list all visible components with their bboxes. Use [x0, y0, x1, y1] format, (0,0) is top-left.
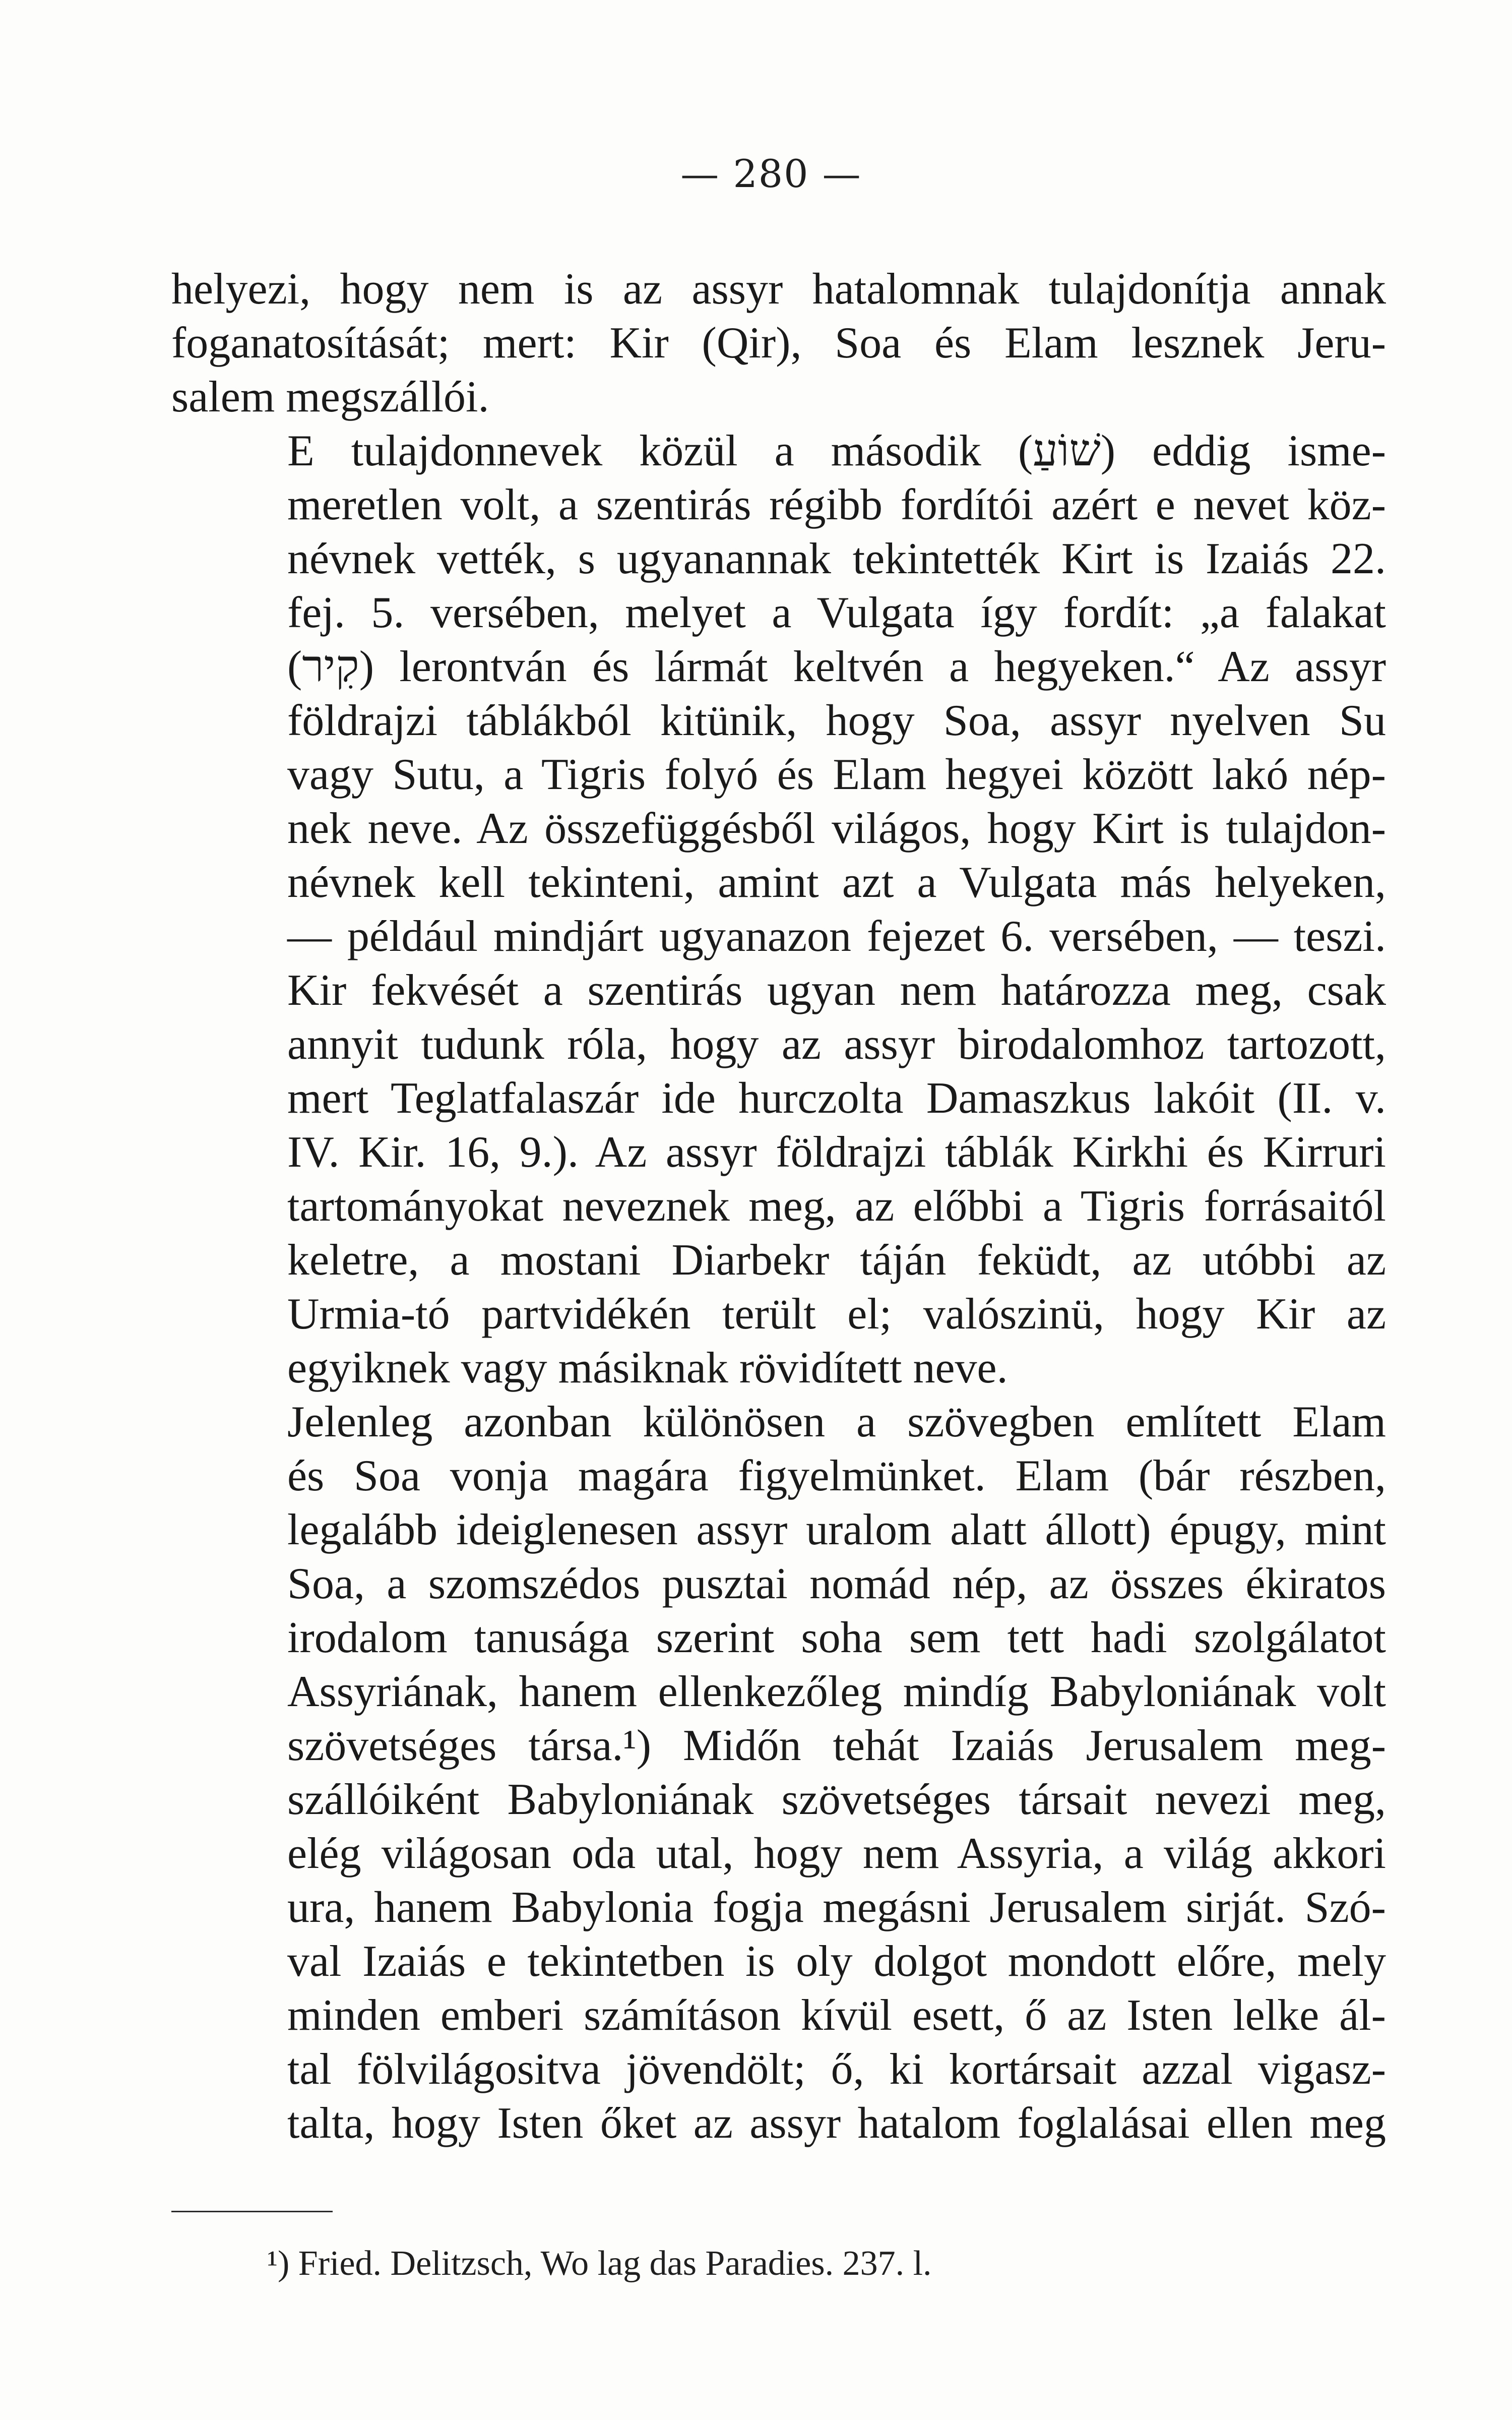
text-line: meretlen volt, a szentirás régibb fordítói azért e nevet köz-	[287, 480, 1386, 529]
text-line: irodalom tanusága szerint soha sem tett hadi szolgálatot	[287, 1613, 1386, 1662]
text-line: legalább ideiglenesen assyr uralom alatt állott) épugy, mint	[287, 1505, 1386, 1554]
text-line: salem megszállói.	[171, 373, 489, 421]
paragraph-2	[171, 424, 1386, 1395]
text-line: Soa, a szomszédos pusztai nomád nép, az összes ékiratos	[287, 1559, 1386, 1608]
text-line: Assyriának, hanem ellenkezőleg mindíg Babyloniának volt	[287, 1667, 1386, 1716]
text-line: — például mindjárt ugyanazon fejezet 6. versében, — teszi.	[287, 912, 1386, 961]
text-line: földrajzi táblákból kitünik, hogy Soa, assyr nyelven Su	[287, 696, 1386, 745]
text-line: nek neve. Az összefüggésből világos, hogy Kirt is tulajdon-	[287, 804, 1386, 853]
text-line: tal fölvilágositva jövendölt; ő, ki kortársait azzal vigasz-	[287, 2045, 1386, 2094]
text-line: tartományokat neveznek meg, az előbbi a Tigris forrásaitól	[287, 1182, 1386, 1231]
text-line: és Soa vonja magára figyelmünket. Elam (bár részben,	[287, 1451, 1386, 1500]
text-line: annyit tudunk róla, hogy az assyr birodalomhoz tartozott,	[287, 1020, 1386, 1069]
text-line: szövetséges társa.¹) Midőn tehát Izaiás Jerusalem meg-	[287, 1721, 1386, 1770]
text-line: névnek kell tekinteni, amint azt a Vulgata más helyeken,	[287, 858, 1386, 907]
text-line: Kir fekvését a szentirás ugyan nem határozza meg, csak	[287, 966, 1386, 1015]
text-line: fej. 5. versében, melyet a Vulgata így fordít: „a falakat	[287, 588, 1386, 637]
paragraph-1	[171, 262, 1386, 424]
text-line: E tulajdonnevek közül a második (שׁוֹעַ) eddig isme-	[287, 427, 1386, 475]
footnote-text: Fried. Delitzsch, Wo lag das Paradies. 237. l.	[298, 2244, 932, 2283]
body-text	[171, 262, 1386, 2150]
text-line: talta, hogy Isten őket az assyr hatalom foglalásai ellen meg	[287, 2099, 1386, 2148]
text-line: (קִיר) lerontván és lármát keltvén a hegyeken.“ Az assyr	[287, 642, 1386, 691]
text-line: helyezi, hogy nem is az assyr hatalomnak tulajdonítja annak	[171, 265, 1386, 314]
text-line: mert Teglatfalaszár ide hurczolta Damaszkus lakóit (II. v.	[287, 1074, 1386, 1123]
page-number: — 280 —	[680, 151, 862, 196]
text-line: foganatosítását; mert: Kir (Qir), Soa és Elam lesznek Jeru-	[171, 319, 1386, 368]
text-line: elég világosan oda utal, hogy nem Assyria, a világ akkori	[287, 1829, 1386, 1878]
text-line: szállóiként Babyloniának szövetséges társait nevezi meg,	[287, 1775, 1386, 1824]
footnote	[267, 2241, 1376, 2286]
footnote-divider	[171, 2211, 333, 2212]
text-line: ura, hanem Babylonia fogja megásni Jerusalem sirját. Szó-	[287, 1883, 1386, 1932]
text-line: minden emberi számításon kívül esett, ő az Isten lelke ál-	[287, 1991, 1386, 2040]
footnote-marker: ¹)	[267, 2244, 290, 2283]
text-line: egyiknek vagy másiknak rövidített neve.	[287, 1344, 1008, 1393]
text-line: val Izaiás e tekintetben is oly dolgot mondott előre, mely	[287, 1937, 1386, 1986]
text-line: IV. Kir. 16, 9.). Az assyr földrajzi táblák Kirkhi és Kirruri	[287, 1128, 1386, 1177]
text-line: Urmia-tó partvidékén terült el; valószinü, hogy Kir az	[287, 1290, 1386, 1339]
text-line: vagy Sutu, a Tigris folyó és Elam hegyei között lakó nép-	[287, 750, 1386, 799]
text-line: Jelenleg azonban különösen a szövegben említett Elam	[287, 1398, 1386, 1446]
paragraph-3	[171, 1395, 1386, 2150]
text-line: keletre, a mostani Diarbekr táján feküdt, az utóbbi az	[287, 1236, 1386, 1285]
text-line: névnek vették, s ugyanannak tekintették Kirt is Izaiás 22.	[287, 534, 1386, 583]
